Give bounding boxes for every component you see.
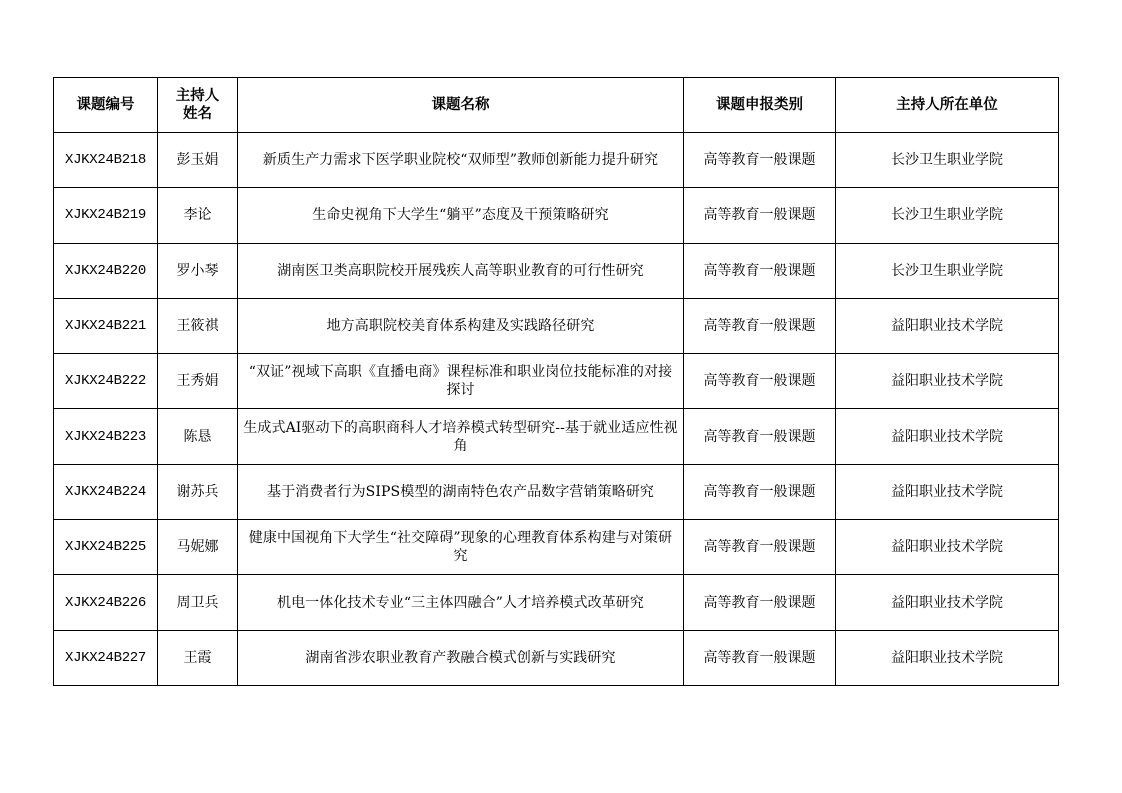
table-row [54,464,1059,519]
cell-title: 地方高职院校美育体系构建及实践路径研究 [238,298,684,353]
cell-title: 生命史视角下大学生“躺平”态度及干预策略研究 [238,188,684,243]
table-row [54,409,1059,464]
cell-host: 马妮娜 [158,520,238,575]
cell-unit: 益阳职业技术学院 [836,298,1059,353]
cell-code: XJKX24B221 [54,298,158,353]
cell-unit: 长沙卫生职业学院 [836,133,1059,188]
table-row [54,243,1059,298]
cell-title: 基于消费者行为SIPS模型的湖南特色农产品数字营销策略研究 [238,464,684,519]
header-row [54,78,1059,133]
table-row [54,298,1059,353]
cell-title: 机电一体化技术专业“三主体四融合”人才培养模式改革研究 [238,575,684,630]
table-body [54,133,1059,686]
table-row [54,133,1059,188]
cell-host: 王霞 [158,630,238,685]
cell-unit: 长沙卫生职业学院 [836,243,1059,298]
cell-title: 湖南省涉农职业教育产教融合模式创新与实践研究 [238,630,684,685]
cell-category: 高等教育一般课题 [684,243,836,298]
cell-category: 高等教育一般课题 [684,188,836,243]
cell-category: 高等教育一般课题 [684,520,836,575]
cell-unit: 益阳职业技术学院 [836,520,1059,575]
header-host-line2: 姓名 [183,106,212,122]
cell-host: 彭玉娟 [158,133,238,188]
table-row [54,630,1059,685]
header-category: 课题申报类别 [684,78,836,133]
cell-category: 高等教育一般课题 [684,133,836,188]
cell-code: XJKX24B224 [54,464,158,519]
table-row [54,575,1059,630]
cell-category: 高等教育一般课题 [684,409,836,464]
cell-title: “双证”视域下高职《直播电商》课程标准和职业岗位技能标准的对接探讨 [238,354,684,409]
cell-category: 高等教育一般课题 [684,298,836,353]
cell-title: 湖南医卫类高职院校开展残疾人高等职业教育的可行性研究 [238,243,684,298]
table-row [54,520,1059,575]
cell-host: 周卫兵 [158,575,238,630]
table-header [54,78,1059,133]
cell-host: 王秀娟 [158,354,238,409]
cell-category: 高等教育一般课题 [684,464,836,519]
cell-title: 健康中国视角下大学生“社交障碍”现象的心理教育体系构建与对策研究 [238,520,684,575]
cell-host: 王筱祺 [158,298,238,353]
cell-title: 新质生产力需求下医学职业院校“双师型”教师创新能力提升研究 [238,133,684,188]
cell-title: 生成式AI驱动下的高职商科人才培养模式转型研究--基于就业适应性视角 [238,409,684,464]
cell-code: XJKX24B218 [54,133,158,188]
cell-host: 谢苏兵 [158,464,238,519]
header-code: 课题编号 [54,78,158,133]
cell-category: 高等教育一般课题 [684,575,836,630]
cell-unit: 益阳职业技术学院 [836,354,1059,409]
project-table [53,77,1059,686]
header-unit: 主持人所在单位 [836,78,1059,133]
cell-code: XJKX24B220 [54,243,158,298]
cell-host: 陈恳 [158,409,238,464]
table-row [54,354,1059,409]
cell-code: XJKX24B223 [54,409,158,464]
cell-code: XJKX24B219 [54,188,158,243]
header-title: 课题名称 [238,78,684,133]
cell-host: 罗小琴 [158,243,238,298]
cell-code: XJKX24B222 [54,354,158,409]
cell-unit: 益阳职业技术学院 [836,575,1059,630]
cell-unit: 益阳职业技术学院 [836,630,1059,685]
cell-code: XJKX24B225 [54,520,158,575]
header-host [158,78,238,133]
cell-unit: 长沙卫生职业学院 [836,188,1059,243]
cell-code: XJKX24B227 [54,630,158,685]
cell-unit: 益阳职业技术学院 [836,464,1059,519]
cell-code: XJKX24B226 [54,575,158,630]
cell-host: 李论 [158,188,238,243]
cell-unit: 益阳职业技术学院 [836,409,1059,464]
table-row [54,188,1059,243]
cell-category: 高等教育一般课题 [684,630,836,685]
cell-category: 高等教育一般课题 [684,354,836,409]
header-host-line1: 主持人 [175,88,220,104]
